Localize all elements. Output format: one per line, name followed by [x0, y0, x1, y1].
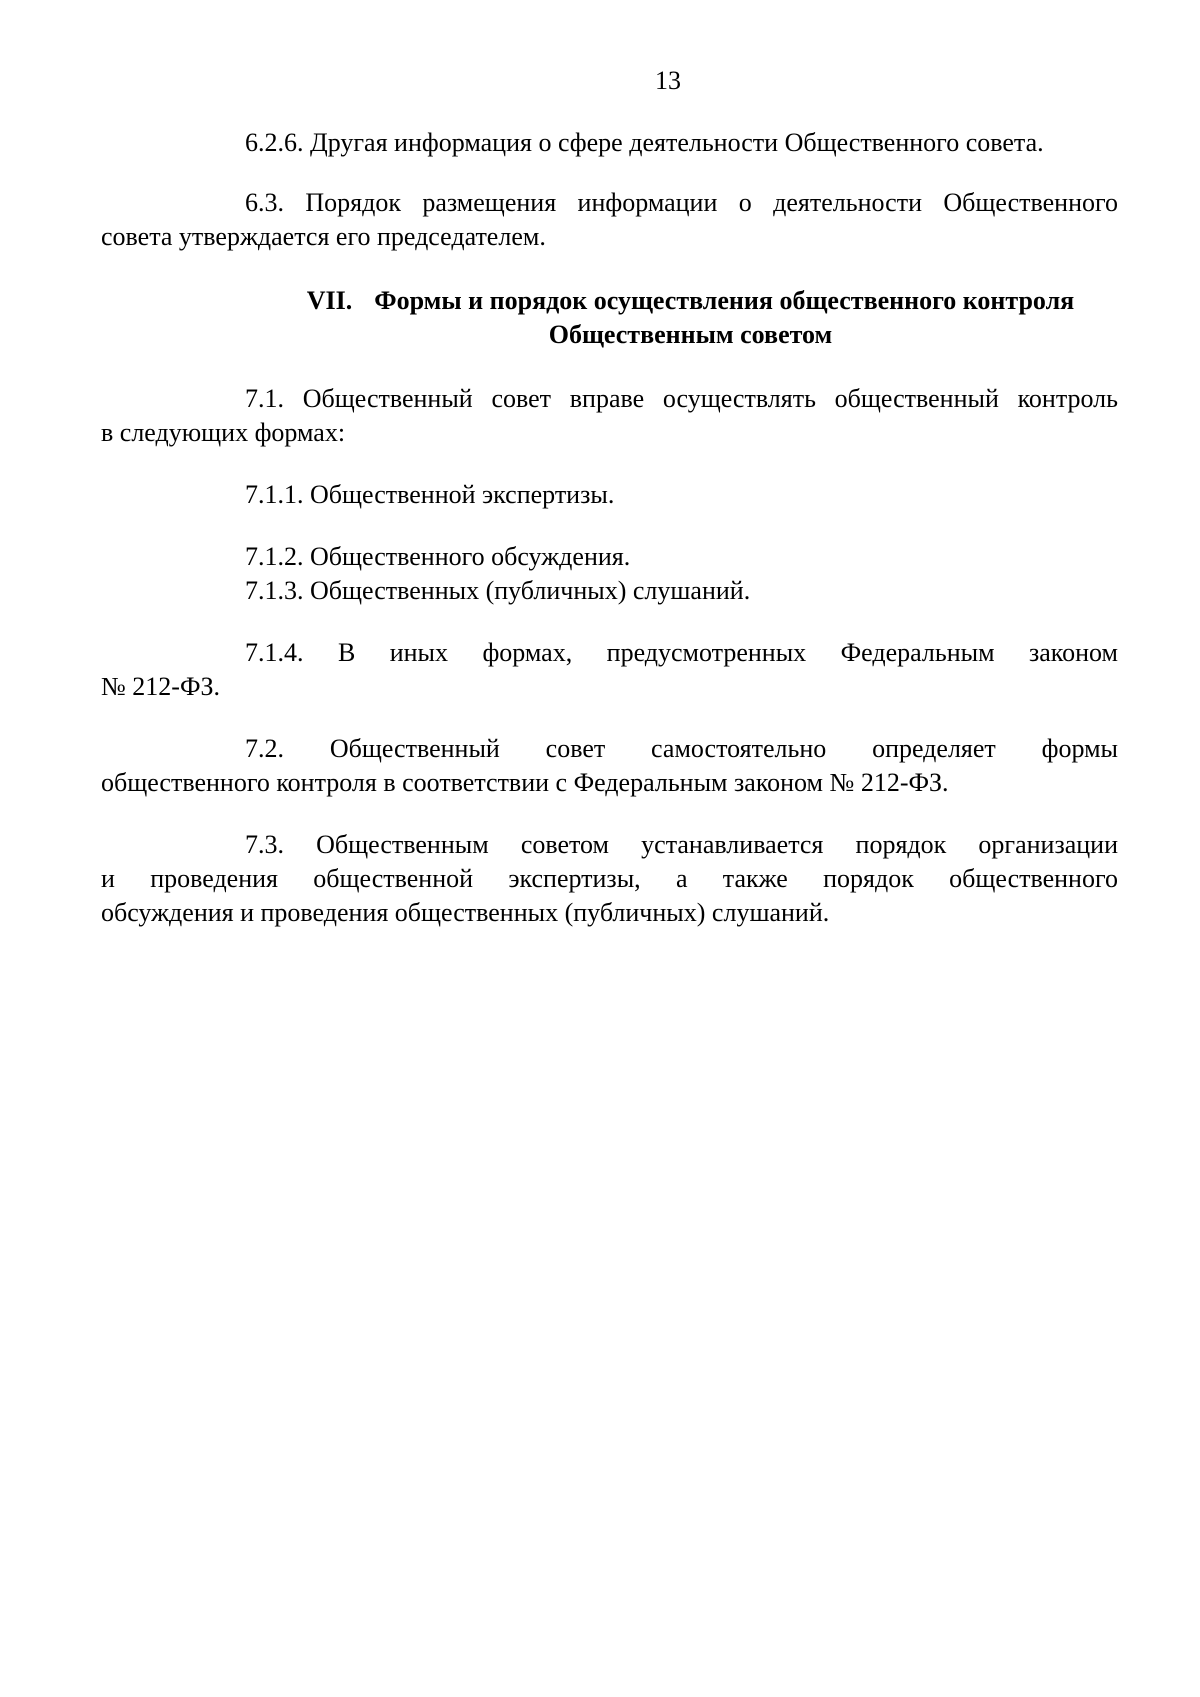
section-heading-number: VII.	[306, 286, 353, 315]
paragraph-7-1-1	[173, 478, 1118, 512]
paragraph-7-1-3	[173, 574, 1118, 608]
paragraph-6-2-6	[173, 126, 1118, 160]
section-heading-title: Формы и порядок осуществления общественного контроля	[374, 286, 1075, 315]
paragraph-7-1-line-1: 7.1. Общественный совет вправе осуществлять общественный контроль	[245, 384, 1118, 413]
paragraph-7-3-line-2: и проведения общественной экспертизы, а также порядок общественного	[101, 864, 1118, 893]
paragraph-7-1-4-line-2: № 212-ФЗ.	[101, 672, 221, 701]
document-body	[101, 126, 1118, 930]
paragraph-7-2-line-2: общественного контроля в соответствии с Федеральным законом № 212-ФЗ.	[101, 768, 949, 797]
page-number: 13	[655, 66, 681, 95]
paragraph-7-1-3-text: 7.1.3. Общественных (публичных) слушаний.	[245, 576, 751, 605]
paragraph-7-3-line-1: 7.3. Общественным советом устанавливается порядок организации	[245, 830, 1118, 859]
section-heading-line-2: Общественным советом	[548, 320, 833, 349]
paragraph-7-1-2-text: 7.1.2. Общественного обсуждения.	[245, 542, 631, 571]
paragraph-7-1-2	[173, 540, 1118, 574]
paragraph-6-3	[101, 186, 1118, 254]
paragraph-7-2-line-1: 7.2. Общественный совет самостоятельно определяет формы	[245, 734, 1118, 763]
paragraph-7-1-4-line-1: 7.1.4. В иных формах, предусмотренных Федеральным законом	[245, 638, 1118, 667]
paragraph-7-2	[101, 732, 1118, 800]
paragraph-7-1-4	[101, 636, 1118, 704]
paragraph-7-3	[101, 828, 1118, 930]
section-heading	[173, 284, 1118, 352]
paragraph-6-3-line-2: совета утверждается его председателем.	[101, 222, 546, 251]
paragraph-7-1-line-2: в следующих формах:	[101, 418, 346, 447]
paragraph-7-1	[101, 382, 1118, 450]
paragraph-7-3-line-3: обсуждения и проведения общественных (публичных) слушаний.	[101, 898, 830, 927]
paragraph-6-2-6-text: 6.2.6. Другая информация о сфере деятельности Общественного совета.	[245, 128, 1044, 157]
paragraph-7-1-1-text: 7.1.1. Общественной экспертизы.	[245, 480, 615, 509]
paragraph-6-3-line-1: 6.3. Порядок размещения информации о деятельности Общественного	[245, 188, 1118, 217]
section-heading-line-1	[263, 284, 1118, 318]
